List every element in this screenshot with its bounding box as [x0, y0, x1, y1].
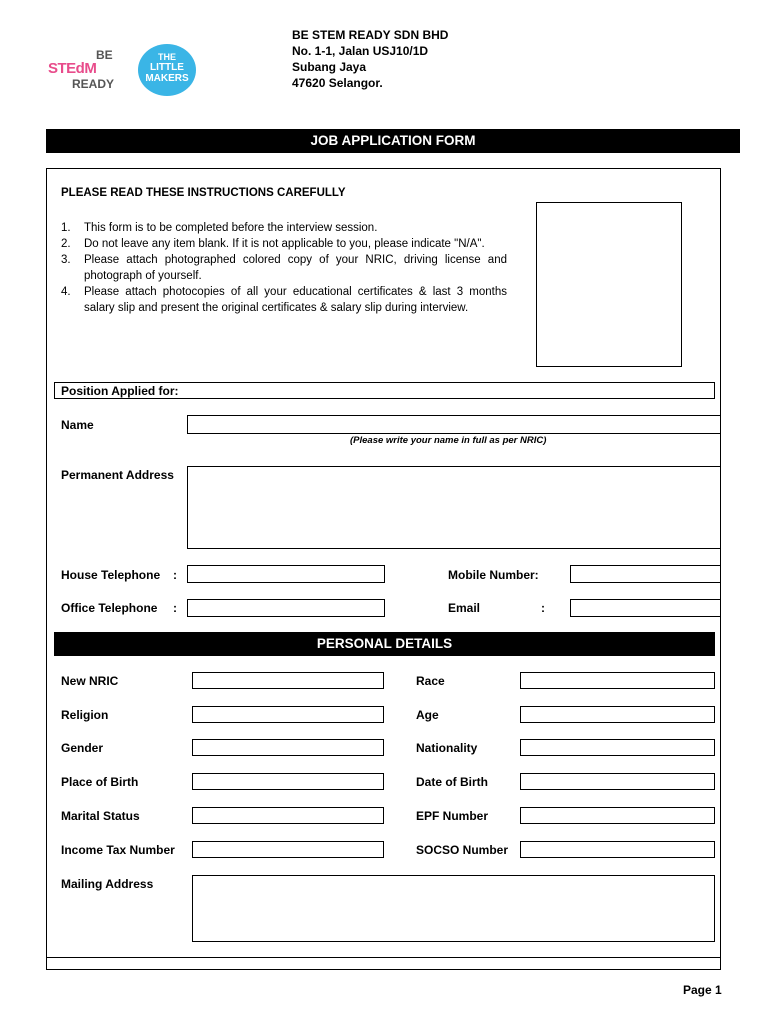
logo-line-3: MAKERS [145, 73, 189, 84]
epf-number-label: EPF Number [416, 809, 489, 823]
epf-number-input[interactable] [520, 807, 715, 824]
mailing-address-label: Mailing Address [61, 877, 154, 891]
be-stem-ready-logo [48, 44, 128, 96]
position-applied-field[interactable] [54, 382, 715, 399]
email-label: Email [448, 601, 481, 615]
company-name: BE STEM READY SDN BHD [292, 28, 449, 42]
date-of-birth-input[interactable] [520, 773, 715, 790]
race-label: Race [416, 674, 445, 688]
nric-input[interactable] [192, 672, 384, 689]
mobile-number-label: Mobile Number: [448, 568, 539, 582]
nationality-label: Nationality [416, 741, 478, 755]
email-colon: : [541, 601, 545, 615]
age-label: Age [416, 708, 439, 722]
email-input[interactable] [570, 599, 721, 617]
nationality-input[interactable] [520, 739, 715, 756]
socso-number-input[interactable] [520, 841, 715, 858]
logo-be-text: BE [96, 48, 113, 62]
marital-status-label: Marital Status [61, 809, 140, 823]
form-bottom-divider [46, 957, 721, 958]
position-applied-label: Position Applied for: [61, 384, 179, 398]
permanent-address-label: Permanent Address [61, 468, 174, 482]
logo-line-2: LITTLE [150, 62, 184, 73]
gender-input[interactable] [192, 739, 384, 756]
logo-ready-text: READY [72, 77, 115, 91]
personal-details-title: PERSONAL DETAILS [54, 632, 715, 656]
mobile-number-input[interactable] [570, 565, 721, 583]
mailing-address-input[interactable] [192, 875, 715, 942]
logo-line-1: THE [158, 52, 176, 62]
photo-box[interactable] [536, 202, 682, 367]
company-address-line-2: Subang Jaya [292, 60, 367, 74]
race-input[interactable] [520, 672, 715, 689]
office-telephone-colon: : [173, 601, 177, 615]
office-telephone-input[interactable] [187, 599, 385, 617]
instruction-item: 4. Please attach photocopies of all your educational certificates & last 3 months salary slip and present the original certificates & salary slip during interview. [61, 286, 507, 314]
instructions-heading: PLEASE READ THESE INSTRUCTIONS CAREFULLY [61, 187, 346, 199]
date-of-birth-label: Date of Birth [416, 775, 488, 789]
gender-label: Gender [61, 741, 104, 755]
name-label: Name [61, 418, 94, 432]
house-telephone-label: House Telephone [61, 568, 161, 582]
religion-input[interactable] [192, 706, 384, 723]
name-hint: (Please write your name in full as per NRIC) [350, 435, 547, 446]
place-of-birth-input[interactable] [192, 773, 384, 790]
instruction-item: 1. This form is to be completed before the interview session. [61, 222, 378, 234]
company-address-line-3: 47620 Selangor. [292, 76, 383, 90]
income-tax-number-label: Income Tax Number [61, 843, 175, 857]
house-telephone-input[interactable] [187, 565, 385, 583]
religion-label: Religion [61, 708, 109, 722]
permanent-address-input[interactable] [187, 466, 721, 549]
name-input[interactable] [187, 415, 721, 434]
office-telephone-label: Office Telephone [61, 601, 158, 615]
company-address-line-1: No. 1-1, Jalan USJ10/1D [292, 44, 429, 58]
house-telephone-colon: : [173, 568, 177, 582]
logo-stem-text: STEdM [48, 60, 97, 77]
age-input[interactable] [520, 706, 715, 723]
little-makers-logo [138, 44, 196, 96]
form-title: JOB APPLICATION FORM [46, 129, 740, 153]
company-address-block [292, 27, 448, 91]
page-number: Page 1 [683, 983, 722, 997]
instructions-list [61, 220, 507, 316]
income-tax-number-input[interactable] [192, 841, 384, 858]
place-of-birth-label: Place of Birth [61, 775, 139, 789]
nric-label: New NRIC [61, 674, 119, 688]
instruction-item: 3. Please attach photographed colored copy of your NRIC, driving license and photograph of yourself. [61, 254, 507, 282]
socso-number-label: SOCSO Number [416, 843, 509, 857]
marital-status-input[interactable] [192, 807, 384, 824]
instruction-item: 2. Do not leave any item blank. If it is not applicable to you, please indicate "N/A". [61, 238, 485, 250]
